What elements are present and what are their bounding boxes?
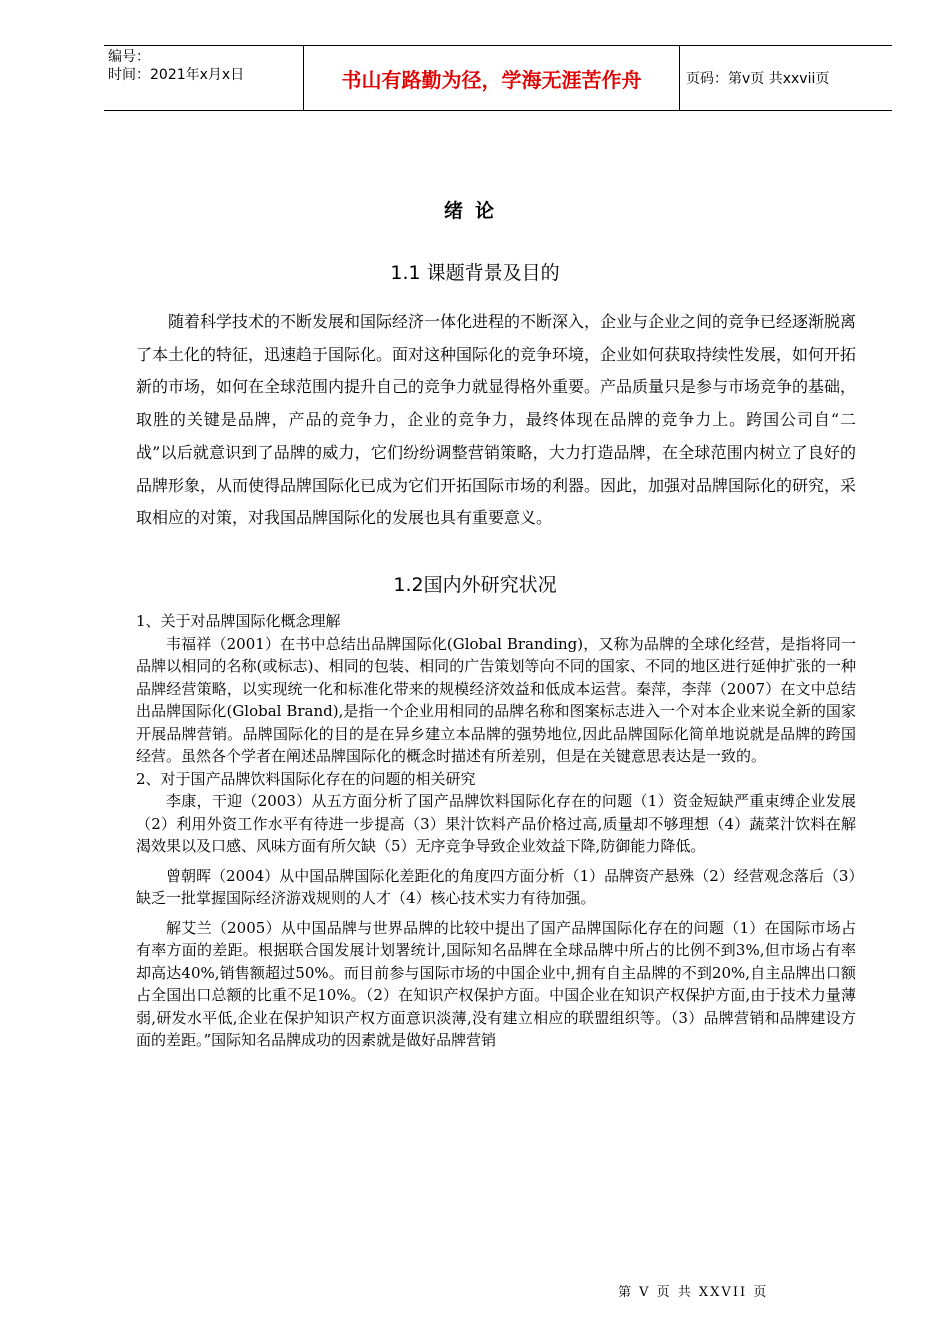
- section-1-paragraph: 随着科学技术的不断发展和国际经济一体化进程的不断深入，企业与企业之间的竞争已经逐渐脱离了本土化的特征，迅速趋于国际化。面对这种国际化的竞争环境，企业如何获取持续性发展，如何开拓新的市场，如何在全球范围内提升自己的竞争力就显得格外重要。产品质量只是参与市场竞争的基础，取胜的关键是品牌，产品的竞争力，企业的竞争力，最终体现在品牌的竞争力上。跨国公司自“二战”以后就意识到了品牌的威力，它们纷纷调整营销策略，大力打造品牌，在全球范围内树立了良好的品牌形象，从而使得品牌国际化已成为它们开拓国际市场的利器。因此，加强对品牌国际化的研究，采取相应的对策，对我国品牌国际化的发展也具有重要意义。: [136, 312, 857, 528]
- paragraph-xie-ailan: 解艾兰（2005）从中国品牌与世界品牌的比较中提出了国产品牌国际化存在的问题（1）在国际市场占有率方面的差距。根据联合国发展计划署统计,国际知名品牌在全球品牌中所占的比例不到3%,但市场占有率却高达40%,销售额超过50%。而目前参与国际市场的中国企业中,拥有自主品牌的不到20%,自主品牌出口额占全国出口总额的比重不足10%。（2）在知识产权保护方面。中国企业在知识产权保护方面,由于技术力量薄弱,研发水平低,企业在保护知识产权方面意识淡薄,没有建立相应的联盟组织等。（3）品牌营销和品牌建设方面的差距。”国际知名品牌成功的因素就是做好品牌营销: [136, 918, 856, 1049]
- subheading-2: 2、对于国产品牌饮料国际化存在的问题的相关研究: [136, 769, 476, 788]
- header-page-info: 页码：第v页 共xxvii页: [686, 71, 830, 87]
- chapter-title: 绪论: [443, 200, 506, 222]
- section-2-heading: 1.2国内外研究状况: [393, 574, 557, 596]
- doc-number-label: 编号：: [108, 49, 150, 65]
- paragraph-concept: 韦福祥（2001）在书中总结出品牌国际化(Global Branding)，又称为品牌的全球化经营，是指将同一品牌以相同的名称(或标志)、相同的包装、相同的广告策划等向不同的国家、不同的地区进行延伸扩张的一种品牌经营策略，以实现统一化和标准化带来的规模经济效益和低成本运营。秦萍，李萍（2007）在文中总结出品牌国际化(Global Brand),是指一个企业用相同的品牌名称和图案标志进入一个对本企业来说全新的国家开展品牌营销。品牌国际化的目的是在异乡建立本品牌的强势地位,因此品牌国际化简单地说就是品牌的跨国经营。虽然各个学者在阐述品牌国际化的概念时描述有所差别，但是在关键意思表达是一致的。: [136, 634, 856, 765]
- section-2-body: [136, 610, 856, 1052]
- page-header: [104, 45, 892, 111]
- paragraph-li-kang: 李康，干迎（2003）从五方面分析了国产品牌饮料国际化存在的问题（1）资金短缺严重束缚企业发展（2）利用外资工作水平有待进一步提高（3）果汁饮料产品价格过高,质量却不够理想（4）蔬菜汁饮料在解渴效果以及口感、风味方面有所欠缺（5）无序竞争导致企业效益下降,防御能力降低。: [136, 792, 856, 855]
- section-1-heading: 1.1 课题背景及目的: [390, 262, 560, 284]
- subheading-1: 1、关于对品牌国际化概念理解: [136, 612, 341, 630]
- paragraph-zeng-chaohui: 曾朝晖（2004）从中国品牌国际化差距化的角度四方面分析（1）品牌资产悬殊（2）经营观念落后（3）缺乏一批掌握国际经济游戏规则的人才（4）核心技术实力有待加强。: [136, 866, 856, 907]
- header-motto: 书山有路勤为径，学海无涯苦作舟: [304, 46, 680, 110]
- header-meta: [104, 46, 304, 110]
- page-footer: 第 V 页 共 XXVII 页: [618, 1285, 769, 1300]
- doc-time-label: 时间：2021年x月x日: [108, 67, 245, 83]
